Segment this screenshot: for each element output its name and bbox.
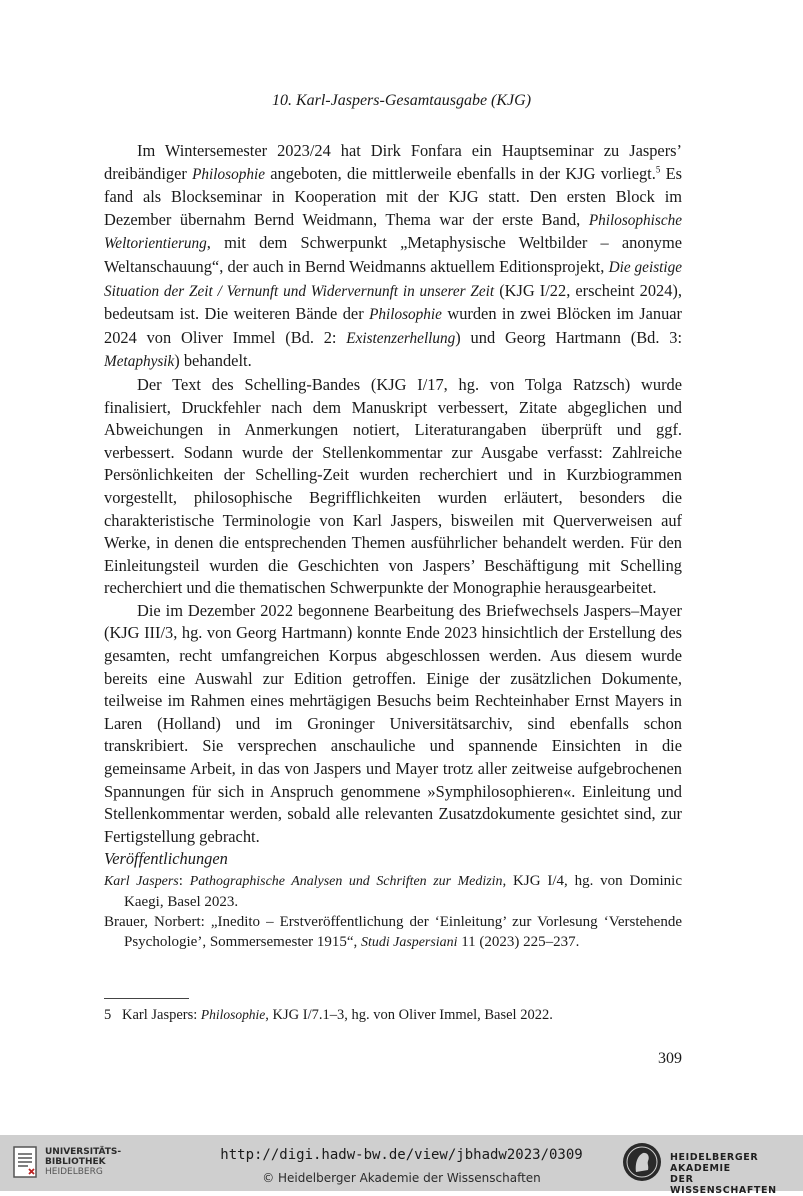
paragraph-1: Im Wintersemester 2023/24 hat Dirk Fonfara ein Hauptseminar zu Jaspers’ dreibändiger Philosophie angeboten, die mittlerweile ebenfalls in der KJG vorliegt.$^5$ Es fand als Blockseminar in Kooperation mit der KJG statt. Den ersten Block im Dezember übernahm Bernd Weidmann, Thema war der erste Band, Philosophische Weltorientierung, mit dem Schwerpunkt „Metaphysische Weltbilder – anonyme Weltanschauung“, der auch in Bernd Weidmanns aktuellem Editionsprojekt, Die geistige Situation der Zeit / Vernunft und Widervernunft in unserer Zeit (KJG I/22, erscheint 2024), bedeutsam ist. Die weiteren Bände der Philosophie wurden in zwei Blöcken im Januar 2024 von Oliver Immel (Bd. 2: Existenzerhellung) und Georg Hartmann (Bd. 3: Metaphysik) behandelt.	[104, 141, 683, 371]
footnote-number: 5	[104, 1007, 112, 1023]
academy-name: HEIDELBERGER AKADEMIE DER WISSENSCHAFTEN	[670, 1152, 777, 1196]
document-url-link[interactable]: http://digi.hadw-bw.de/view/jbhadw2023/0309	[220, 1147, 583, 1163]
publication-entry: Brauer, Norbert: „Inedito – Erstveröffentlichung der ‘Einleitung’ zur Vorlesung ‘Verstehende Psychologie’, Sommersemester 1915“, Studi Jaspersiani 11 (2023) 225–237.	[104, 914, 682, 950]
footnote: 5 Karl Jaspers: Philosophie, KJG I/7.1–3, hg. von Oliver Immel, Basel 2022.	[104, 1007, 553, 1023]
italic-title: Philosophie	[369, 306, 442, 324]
italic-title: Philosophische Weltorientierung	[104, 211, 682, 253]
copyright-notice: © Heidelberger Akademie der Wissenschaften	[262, 1171, 541, 1185]
university-library-name: UNIVERSITÄTS- BIBLIOTHEK HEIDELBERG	[45, 1147, 122, 1177]
paragraph-2: Der Text des Schelling-Bandes (KJG I/17, hg. von Tolga Ratzsch) wurde finalisiert, Druckfehler nach dem Manuskript verbessert, Zitate abgeglichen und Abweichungen in Anmerkungen notiert, Literaturangaben überprüft und ggf. verbessert. Sodann wurde der Stellenkommentar zur Ausgabe verfasst: Zahlreiche Persönlichkeiten der Schelling-Zeit wurden recherchiert und in Kurzbiogrammen vorgestellt, philosophische Begrifflichkeiten wurden erläutert, besonders die charakteristische Terminologie von Karl Jaspers, bisweilen mit Querverweisen auf Werke, in denen die entsprechenden Themen ausführlicher behandelt werden. Für den Einleitungsteil wurden die Geschichten von Jaspers’ Beschäftigung mit Schelling recherchiert und die thematischen Schwerpunkte der Monographie herausgearbeitet.	[104, 374, 682, 598]
body-text	[104, 140, 682, 953]
footnote-divider	[104, 998, 189, 999]
footnote-ref[interactable]: 5	[655, 164, 661, 175]
italic-title: Philosophie	[192, 165, 265, 183]
paragraph-3: Die im Dezember 2022 begonnene Bearbeitung des Briefwechsels Jaspers–Mayer (KJG III/3, hg. von Georg Hartmann) konnte Ende 2023 hinsichtlich der Erstellung des gesamten, recht umfangreichen Korpus abgeschlossen werden. Aus diesem wurde bereits eine Auswahl zur Edition getroffen. Einige der zusätzlichen Dokumente, teilweise im Rahmen eines mehrtägigen Besuchs beim Rechteinhaber Ernst Mayers in Laren (Holland) und im Groninger Universitätsarchiv, sind ebenfalls schon transkribiert. Sie versprechen anschauliche und spannende Einsichten in die gemeinsame Arbeit, in das von Jaspers und Mayer trotz aller zeitweise aufgebrochenen Spannungen für sich in Anspruch genommene »Symphilosophieren«. Einleitung und Stellenkommentar werden, sobald alle relevanten Zusatzdokumente gesichtet sind, zur Fertigstellung gebracht.	[104, 600, 682, 846]
running-head: 10. Karl-Jaspers-Gesamtausgabe (KJG)	[271, 92, 532, 109]
italic-title: Metaphysik	[104, 353, 175, 371]
publications-heading: Veröffentlichungen	[104, 849, 228, 869]
italic-title: Die geistige Situation der Zeit / Vernunft und Widervernunft in unserer Zeit	[104, 258, 682, 300]
footer-bar	[0, 1135, 803, 1196]
publication-entry: Karl Jaspers: Pathographische Analysen und Schriften zur Medizin, KJG I/4, hg. von Dominic Kaegi, Basel 2023.	[104, 873, 682, 910]
page-number: 309	[658, 1050, 682, 1067]
academy-seal-icon	[622, 1140, 662, 1184]
italic-title: Existenzerhellung	[346, 329, 456, 347]
